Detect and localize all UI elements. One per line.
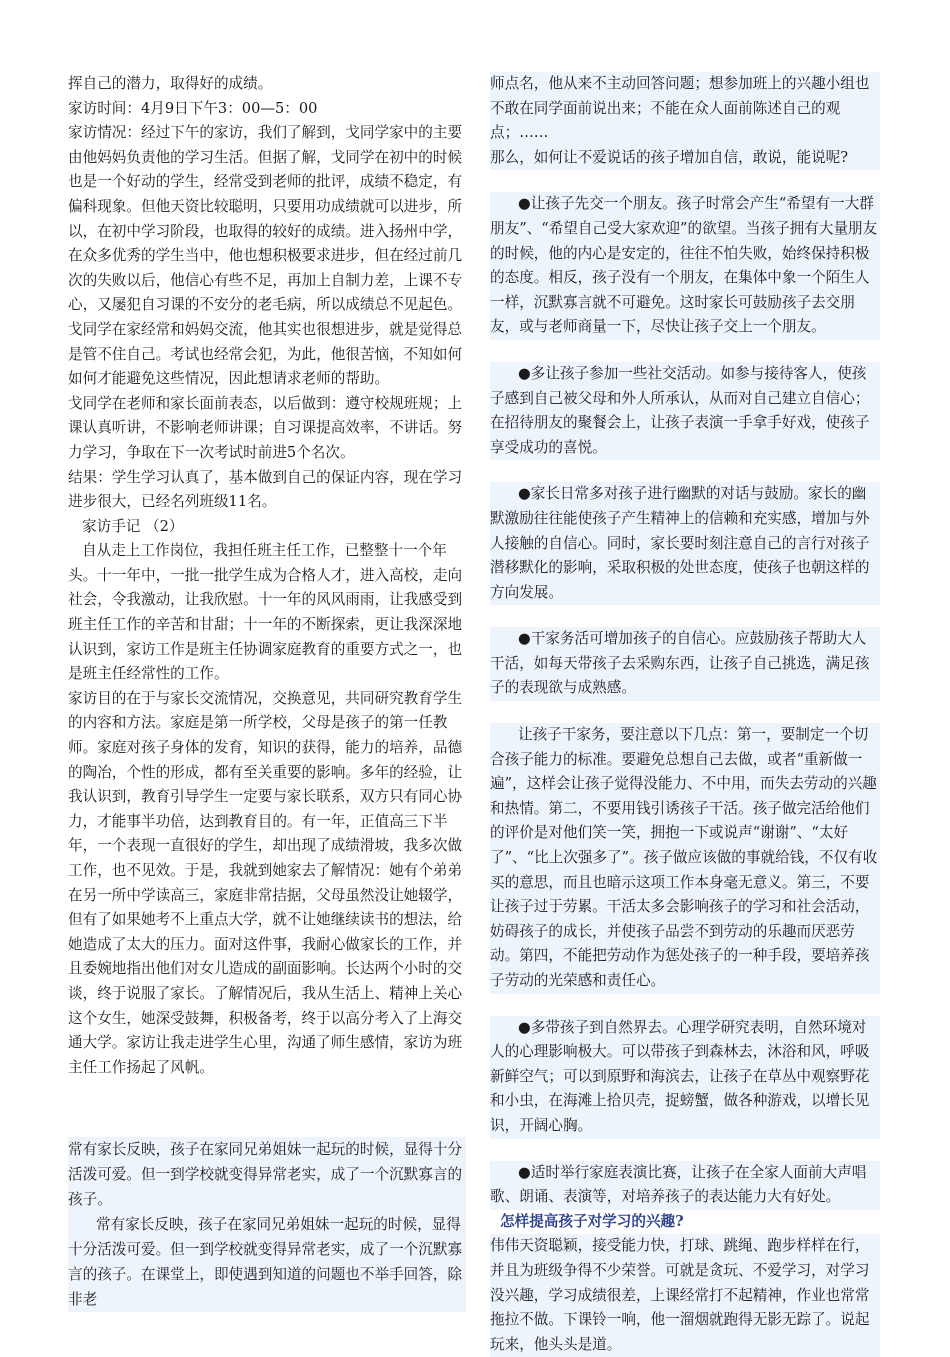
left-column	[68, 72, 466, 1080]
tip-item: ●多带孩子到自然界去。心理学研究表明，自然环境对人的心理影响极大。可以带孩子到森林去，沐浴和风，呼吸新鲜空气；可以到原野和海滨去，让孩子在草丛中观察野花和小虫，在海滩上拾贝壳，捉螃蟹，做各种游戏，以增长见识，开阔心胸。	[490, 1016, 880, 1139]
paragraph: 家访目的在于与家长交流情况，交换意见，共同研究教育学生的内容和方法。家庭是第一所学校，父母是孩子的第一任教师。家庭对孩子身体的发育，知识的获得，能力的培养，品德的陶冶，个性的形成，都有至关重要的影响。多年的经验，让我认识到，教育引导学生一定要与家长联系，双方只有同心协力，才能事半功倍，达到教育目的。有一年，正值高三下半年，一个表现一直很好的学生，却出现了成绩滑坡，我多次做工作，也不见效。于是，我就到她家去了解情况：她有个弟弟在另一所中学读高三，家庭非常拮据，父母虽然没让她辍学，但有了如果她考不上重点大学，就不让她继续读书的想法，给她造成了太大的压力。面对这件事，我耐心做家长的工作，并且委婉地指出他们对女儿造成的副面影响。长达两个小时的交谈，终于说服了家长。了解情况后，我从生活上、精神上关心这个女生，她深受鼓舞，积极备考，终于以高分考入了上海交通大学。家访让我走进学生心里，沟通了师生感情，家访为班主任工作扬起了风帆。	[68, 689, 463, 1076]
section-heading: 怎样提高孩子对学习的兴趣?	[500, 1212, 684, 1230]
paragraph: 常有家长反映，孩子在家同兄弟姐妹一起玩的时候，显得十分活泼可爱。但一到学校就变得异常老实，成了一个沉默寡言的孩子。	[68, 1141, 463, 1208]
paragraph: 让孩子干家务，要注意以下几点：第一，要制定一个切合孩子能力的标准。要避免总想自己去做，或者“重新做一遍”，这样会让孩子觉得没能力、不中用，而失去劳动的兴趣和热情。第二，不要用钱引诱孩子干活。孩子做完活给他们的评价是对他们笑一笑，拥抱一下或说声“谢谢”、“太好了”、“比上次强多了”。孩子做应该做的事就给钱，不仅有收买的意思，而且也暗示这项工作本身毫无意义。第三，不要让孩子过于劳累。干活太多会影响孩子的学习和社会活动，妨碍孩子的成长，并使孩子品尝不到劳动的乐趣而厌恶劳动。第四，不能把劳动作为惩处孩子的一种手段，要培养孩子劳动的光荣感和责任心。	[490, 723, 880, 994]
section-title: 家访手记 （2）	[82, 517, 184, 535]
paragraph: 伟伟天资聪颖，接受能力快，打球、跳绳、跑步样样在行，并且为班级争得不少荣誉。可就是贪玩、不爱学习，对学习没兴趣，学习成绩很差，上课经常打不起精神，作业也常常拖拉不做。下课铃一响，他一溜烟就跑得无影无踪了。说起玩来，他头头是道。	[490, 1234, 880, 1357]
paragraph: 家访情况：经过下午的家访，我们了解到，戈同学家中的主要由他妈妈负责他的学习生活。但据了解，戈同学在初中的时候也是一个好动的学生，经常受到老师的批评，成绩不稳定，有偏科现象。但他天资比较聪明，只要用功成绩就可以进步，所以，在初中学习阶段，也取得的较好的成绩。进入扬州中学，在众多优秀的学生当中，他也想积极要求进步，但在经过前几次的失败以后，他信心有些不足，再加上自制力差，上课不专心，又屡犯自习课的不安分的老毛病，所以成绩总不见起色。	[68, 124, 463, 314]
visit-time: 家访时间：4月9日下午3：00—5：00	[68, 99, 318, 117]
question: 那么，如何让不爱说话的孩子增加自信，敢说，能说呢?	[490, 148, 849, 166]
tip-item: ●家长日常多对孩子进行幽默的对话与鼓励。家长的幽默激励往往能使孩子产生精神上的信赖和充实感，增加与外人接触的自信心。同时，家长要时刻注意自己的言行对孩子潜移默化的影响，采取积极的处世态度，使孩子也朝这样的方向发展。	[490, 482, 880, 605]
paragraph: 自从走上工作岗位，我担任班主任工作，已整整十一个年头。十一年中，一批一批学生成为合格人才，进入高校，走向社会，令我激动，让我欣慰。十一年的风风雨雨，让我感受到班主任工作的辛苦和甘甜；十一年的不断探索，更让我深深地认识到，家访工作是班主任协调家庭教育的重要方式之一，也是班主任经常性的工作。	[68, 542, 463, 683]
paragraph: 挥自己的潜力，取得好的成绩。	[68, 75, 273, 92]
paragraph: 常有家长反映，孩子在家同兄弟姐妹一起玩的时候，显得十分活泼可爱。但一到学校就变得异常老实，成了一个沉默寡言的孩子。在课堂上，即使遇到知道的问题也不举手回答，除非老	[68, 1216, 463, 1308]
intro-block	[490, 72, 880, 170]
paragraph: 师点名，他从来不主动回答问题；想参加班上的兴趣小组也不敢在同学面前说出来；不能在众人面前陈述自己的观点；……	[490, 75, 870, 142]
paragraph: 戈同学在老师和家长面前表态，以后做到：遵守校规班规；上课认真听讲，不影响老师讲课；自习课提高效率，不讲话。努力学习，争取在下一次考试时前进5个名次。	[68, 394, 463, 461]
paragraph: 戈同学在家经常和妈妈交流，他其实也很想进步，就是觉得总是管不住自己。考试也经常会犯，为此，他很苦恼，不知如何如何才能避免这些情况，因此想请求老师的帮助。	[68, 320, 463, 388]
bottom-left-block	[68, 1137, 466, 1312]
right-column	[490, 72, 880, 1357]
tip-item: ●多让孩子参加一些社交活动。如参与接待客人，使孩子感到自己被父母和外人所承认，从而对自己建立自信心；在招待朋友的聚餐会上，让孩子表演一手拿手好戏，使孩子享受成功的喜悦。	[490, 362, 880, 460]
tip-item: ●适时举行家庭表演比赛，让孩子在全家人面前大声唱歌、朗诵、表演等，对培养孩子的表达能力大有好处。	[490, 1161, 880, 1210]
paragraph: 结果：学生学习认真了，基本做到自己的保证内容，现在学习进步很大，已经名列班级11名。	[68, 468, 463, 511]
tip-item: ●让孩子先交一个朋友。孩子时常会产生“希望有一大群朋友”、“希望自己受大家欢迎”的欲望。当孩子拥有大量朋友的时候，他的内心是安定的，往往不怕失败，始终保持积极的态度。相反，孩子没有一个朋友，在集体中象一个陌生人一样，沉默寡言就不可避免。这时家长可鼓励孩子去交朋友，或与老师商量一下，尽快让孩子交上一个朋友。	[490, 192, 880, 340]
tip-item: ●干家务活可增加孩子的自信心。应鼓励孩子帮助大人干活，如每天带孩子去采购东西，让孩子自己挑选，满足孩子的表现欲与成熟感。	[490, 627, 880, 701]
